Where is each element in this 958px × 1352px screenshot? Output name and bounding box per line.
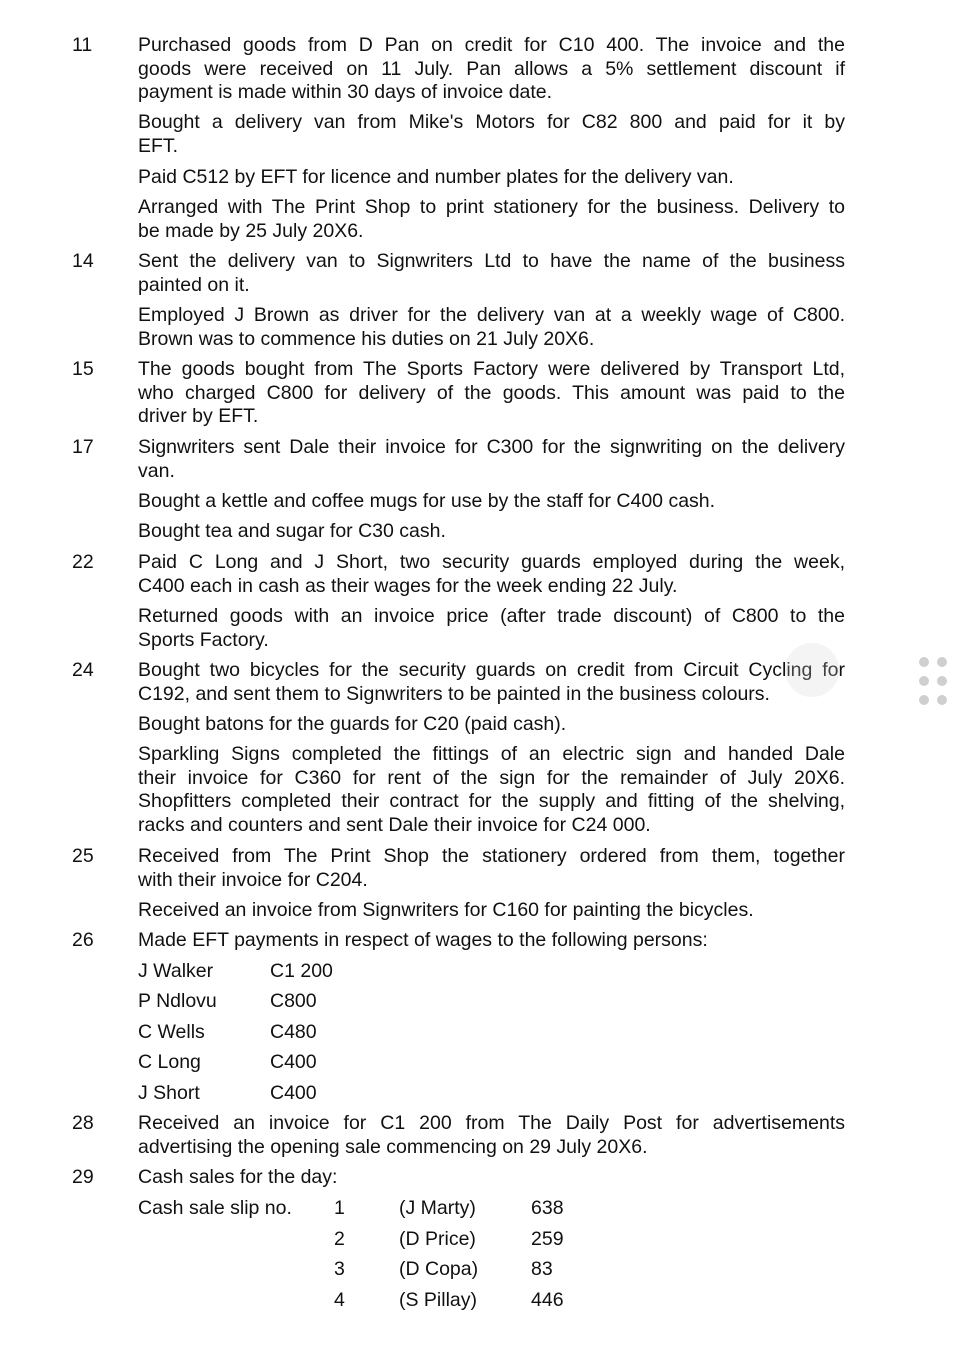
- page-watermark: [785, 643, 839, 697]
- cash-slip-customer: (D Price): [399, 1228, 476, 1250]
- entry-text: [138, 659, 845, 706]
- entry-text: [138, 713, 845, 737]
- entry-line: Returned goods with an invoice price (after trade discount) of C800 to the: [138, 605, 845, 627]
- cash-slip-number: 3: [334, 1258, 345, 1280]
- wage-employee-name: C Wells: [138, 1021, 205, 1043]
- cash-slip-customer: (J Marty): [399, 1197, 476, 1219]
- entry-line: C400 each in cash as their wages for the week ending 22 July.: [138, 574, 678, 597]
- cash-slip-amount: 259: [531, 1228, 564, 1250]
- entry-line: Bought two bicycles for the security guards on credit from Circuit Cycling for: [138, 659, 845, 681]
- cash-slip-number: 1: [334, 1197, 345, 1219]
- wage-employee-name: P Ndlovu: [138, 990, 217, 1012]
- entry-line: Bought a delivery van from Mike's Motors for C82 800 and paid for it by: [138, 111, 845, 133]
- cash-slip-customer: (D Copa): [399, 1258, 479, 1280]
- entry-text: [138, 490, 845, 514]
- cash-slip-amount: 638: [531, 1197, 564, 1219]
- entry-line: their invoice for C360 for rent of the sign for the remainder of July 20X6.: [138, 766, 845, 789]
- wage-amount: C480: [270, 1021, 317, 1043]
- entry-line: painted on it.: [138, 273, 250, 296]
- entry-day: 26: [72, 929, 94, 951]
- entry-line: with their invoice for C204.: [138, 868, 368, 891]
- entry-line: Sent the delivery van to Signwriters Ltd to have the name of the business: [138, 250, 845, 272]
- entry-line: Purchased goods from D Pan on credit for C10 400. The invoice and the: [138, 34, 845, 56]
- cash-sale-slip-label: Cash sale slip no.: [138, 1197, 292, 1219]
- entry-text: [138, 1166, 845, 1190]
- entry-line: racks and counters and sent Dale their invoice for C24 000.: [138, 813, 651, 836]
- entry-line: EFT.: [138, 134, 179, 157]
- entry-text: [138, 166, 845, 190]
- entry-day: 22: [72, 551, 94, 573]
- entry-day: 28: [72, 1112, 94, 1134]
- entry-text: [138, 1112, 845, 1159]
- entry-line: The goods bought from The Sports Factory were delivered by Transport Ltd,: [138, 358, 845, 380]
- wage-amount: C800: [270, 990, 317, 1012]
- entry-line: Paid C512 by EFT for licence and number plates for the delivery van.: [138, 166, 734, 188]
- entry-day: 17: [72, 436, 94, 458]
- entry-line: Bought batons for the guards for C20 (paid cash).: [138, 713, 567, 735]
- wage-amount: C400: [270, 1082, 317, 1104]
- entry-line: van.: [138, 459, 175, 482]
- entry-text: [138, 743, 845, 837]
- entry-day: 15: [72, 358, 94, 380]
- entry-day: 14: [72, 250, 94, 272]
- cash-slip-number: 4: [334, 1289, 345, 1311]
- entry-line: be made by 25 July 20X6.: [138, 219, 364, 242]
- entry-line: goods were received on 11 July. Pan allows a 5% settlement discount if: [138, 57, 845, 80]
- entry-line: driver by EFT.: [138, 405, 259, 427]
- entry-line: advertising the opening sale commencing on 29 July 20X6.: [138, 1135, 648, 1158]
- entry-line: who charged C800 for delivery of the goods. This amount was paid to the: [138, 381, 845, 404]
- entry-text: [138, 436, 845, 483]
- entry-text: [138, 929, 845, 953]
- entry-line: payment is made within 30 days of invoice date.: [138, 81, 553, 103]
- entry-line: C192, and sent them to Signwriters to be painted in the business colours.: [138, 682, 770, 705]
- entry-text: [138, 304, 845, 351]
- wage-employee-name: C Long: [138, 1051, 201, 1073]
- entry-line: Sparkling Signs completed the fittings of an electric sign and handed Dale: [138, 743, 845, 765]
- entry-text: [138, 605, 845, 652]
- entry-day: 25: [72, 845, 94, 867]
- entry-line: Brown was to commence his duties on 21 July 20X6.: [138, 327, 595, 350]
- entry-line: Sports Factory.: [138, 628, 269, 651]
- entry-day: 29: [72, 1166, 94, 1188]
- entry-text: [138, 845, 845, 892]
- cash-slip-number: 2: [334, 1228, 345, 1250]
- cash-slip-amount: 446: [531, 1289, 564, 1311]
- more-options-dots-icon[interactable]: [917, 655, 951, 707]
- entry-text: [138, 551, 845, 598]
- entry-line: Bought a kettle and coffee mugs for use by the staff for C400 cash.: [138, 490, 716, 512]
- wage-employee-name: J Short: [138, 1082, 200, 1104]
- entry-line: Received an invoice from Signwriters for C160 for painting the bicycles.: [138, 899, 754, 921]
- entry-text: [138, 358, 845, 429]
- entry-line: Signwriters sent Dale their invoice for C300 for the signwriting on the delivery: [138, 436, 845, 458]
- entry-text: [138, 34, 845, 105]
- entry-line: Shopfitters completed their contract for the supply and fitting of the shelving,: [138, 790, 845, 812]
- entry-text: [138, 111, 845, 158]
- entry-text: [138, 196, 845, 243]
- entry-line: Bought tea and sugar for C30 cash.: [138, 520, 446, 542]
- entry-line: Received from The Print Shop the stationery ordered from them, together: [138, 845, 845, 867]
- entry-line: Made EFT payments in respect of wages to the following persons:: [138, 929, 708, 951]
- entry-line: Arranged with The Print Shop to print stationery for the business. Delivery to: [138, 196, 845, 218]
- entry-text: [138, 250, 845, 297]
- entry-day: 11: [72, 34, 93, 56]
- entry-line: Cash sales for the day:: [138, 1166, 338, 1188]
- entry-day: 24: [72, 659, 94, 681]
- wage-amount: C400: [270, 1051, 317, 1073]
- entry-text: [138, 520, 845, 544]
- entry-text: [138, 899, 845, 923]
- cash-slip-amount: 83: [531, 1258, 553, 1280]
- cash-slip-customer: (S Pillay): [399, 1289, 478, 1311]
- entry-line: Employed J Brown as driver for the delivery van at a weekly wage of C800.: [138, 304, 845, 326]
- wage-amount: C1 200: [270, 960, 333, 982]
- entry-line: Paid C Long and J Short, two security guards employed during the week,: [138, 551, 845, 573]
- wage-employee-name: J Walker: [138, 960, 214, 982]
- entry-line: Received an invoice for C1 200 from The Daily Post for advertisements: [138, 1112, 845, 1134]
